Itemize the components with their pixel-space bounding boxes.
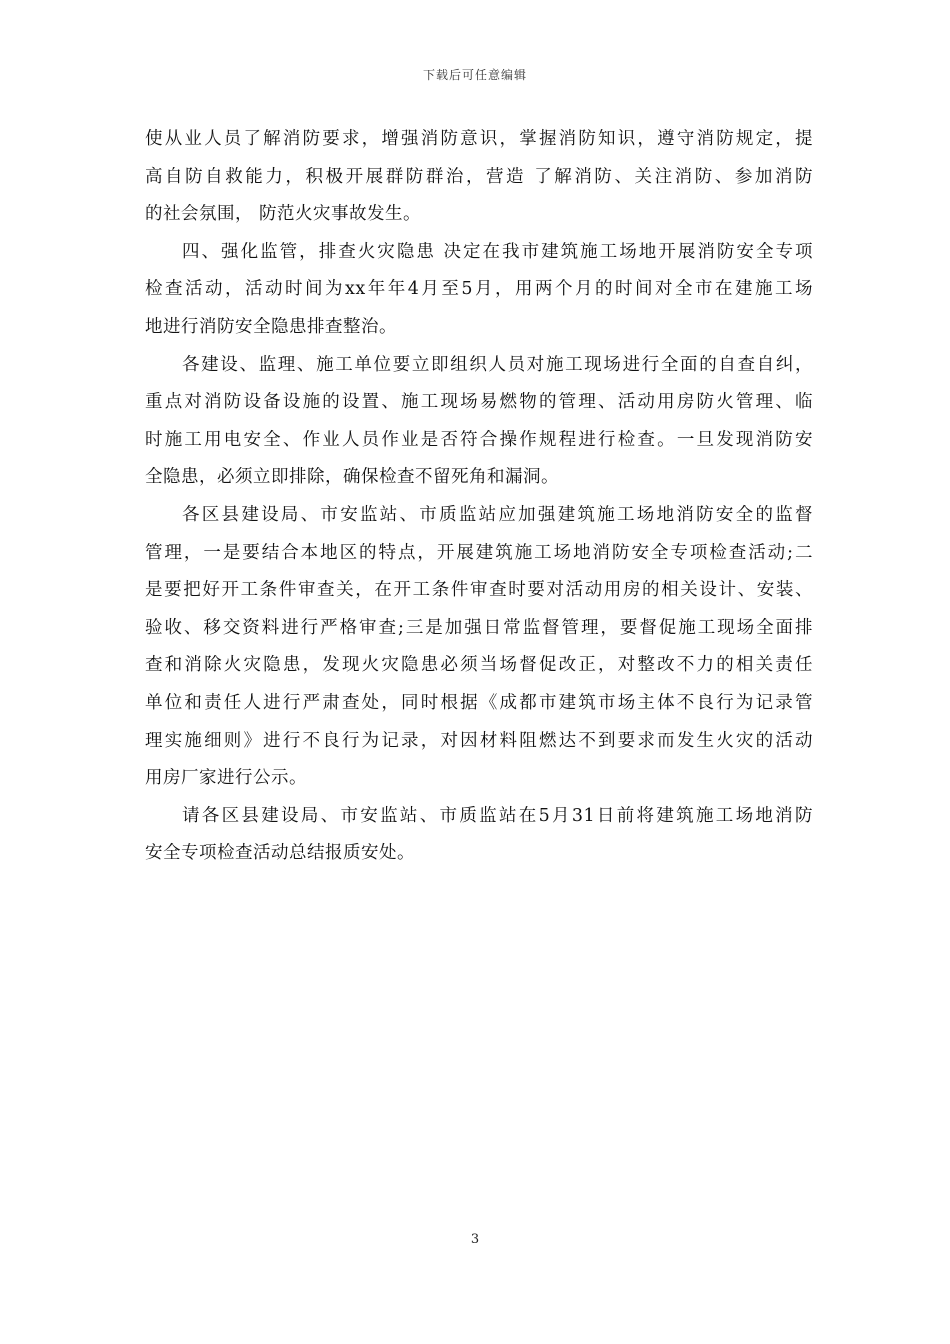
paragraph-4-line-7: 理实施细则》进行不良行为记录，对因材料阻燃达不到要求而发生火灾的活动	[145, 730, 813, 751]
page-number: 3	[470, 1232, 480, 1247]
paragraph-3-line-1: 各建设、监理、施工单位要立即组织人员对施工现场进行全面的自查自纠，	[182, 354, 813, 375]
paragraph-4-line-2: 管理，一是要结合本地区的特点，开展建筑施工场地消防安全专项检查活动;二	[145, 542, 813, 563]
paragraph-4-line-1: 各区县建设局、市安监站、市质监站应加强建筑施工场地消防安全的监督	[182, 504, 813, 525]
download-note: 下载后可任意编辑	[422, 68, 527, 82]
paragraph-2-line-3: 地进行消防安全隐患排查整治。	[145, 316, 397, 337]
paragraph-5-line-2: 安全专项检查活动总结报质安处。	[145, 843, 415, 864]
paragraph-4-line-5: 查和消除火灾隐患，发现火灾隐患必须当场督促改正，对整改不力的相关责任	[145, 655, 813, 676]
paragraph-1-line-2: 高自防自救能力，积极开展群防群治，营造 了解消防、关注消防、参加消防	[145, 166, 813, 187]
paragraph-4-line-6: 单位和责任人进行严肃查处，同时根据《成都市建筑市场主体不良行为记录管	[145, 692, 813, 713]
paragraph-2-line-1: 四、强化监管，排查火灾隐患 决定在我市建筑施工场地开展消防安全专项	[182, 241, 813, 262]
paragraph-4-line-3: 是要把好开工条件审查关，在开工条件审查时要对活动用房的相关设计、安装、	[145, 580, 813, 601]
paragraph-4-line-8: 用房厂家进行公示。	[145, 768, 307, 789]
paragraph-3-line-4: 全隐患，必须立即排除，确保检查不留死角和漏洞。	[145, 467, 559, 488]
paragraph-3-line-3: 时施工用电安全、作业人员作业是否符合操作规程进行检查。一旦发现消防安	[145, 429, 813, 450]
paragraph-2-line-2: 检查活动，活动时间为xx年年4月至5月，用两个月的时间对全市在建施工场	[145, 279, 813, 300]
paragraph-5-line-1: 请各区县建设局、市安监站、市质监站在5月31日前将建筑施工场地消防	[182, 805, 813, 826]
document-body	[145, 121, 813, 873]
paragraph-4-line-4: 验收、移交资料进行严格审查;三是加强日常监督管理，要督促施工现场全面排	[145, 617, 813, 638]
paragraph-1-line-1: 使从业人员了解消防要求，增强消防意识，掌握消防知识，遵守消防规定，提	[145, 129, 813, 149]
paragraph-1-line-3: 的社会氛围， 防范火灾事故发生。	[145, 204, 422, 225]
paragraph-3-line-2: 重点对消防设备设施的设置、施工现场易燃物的管理、活动用房防火管理、临	[145, 392, 813, 413]
